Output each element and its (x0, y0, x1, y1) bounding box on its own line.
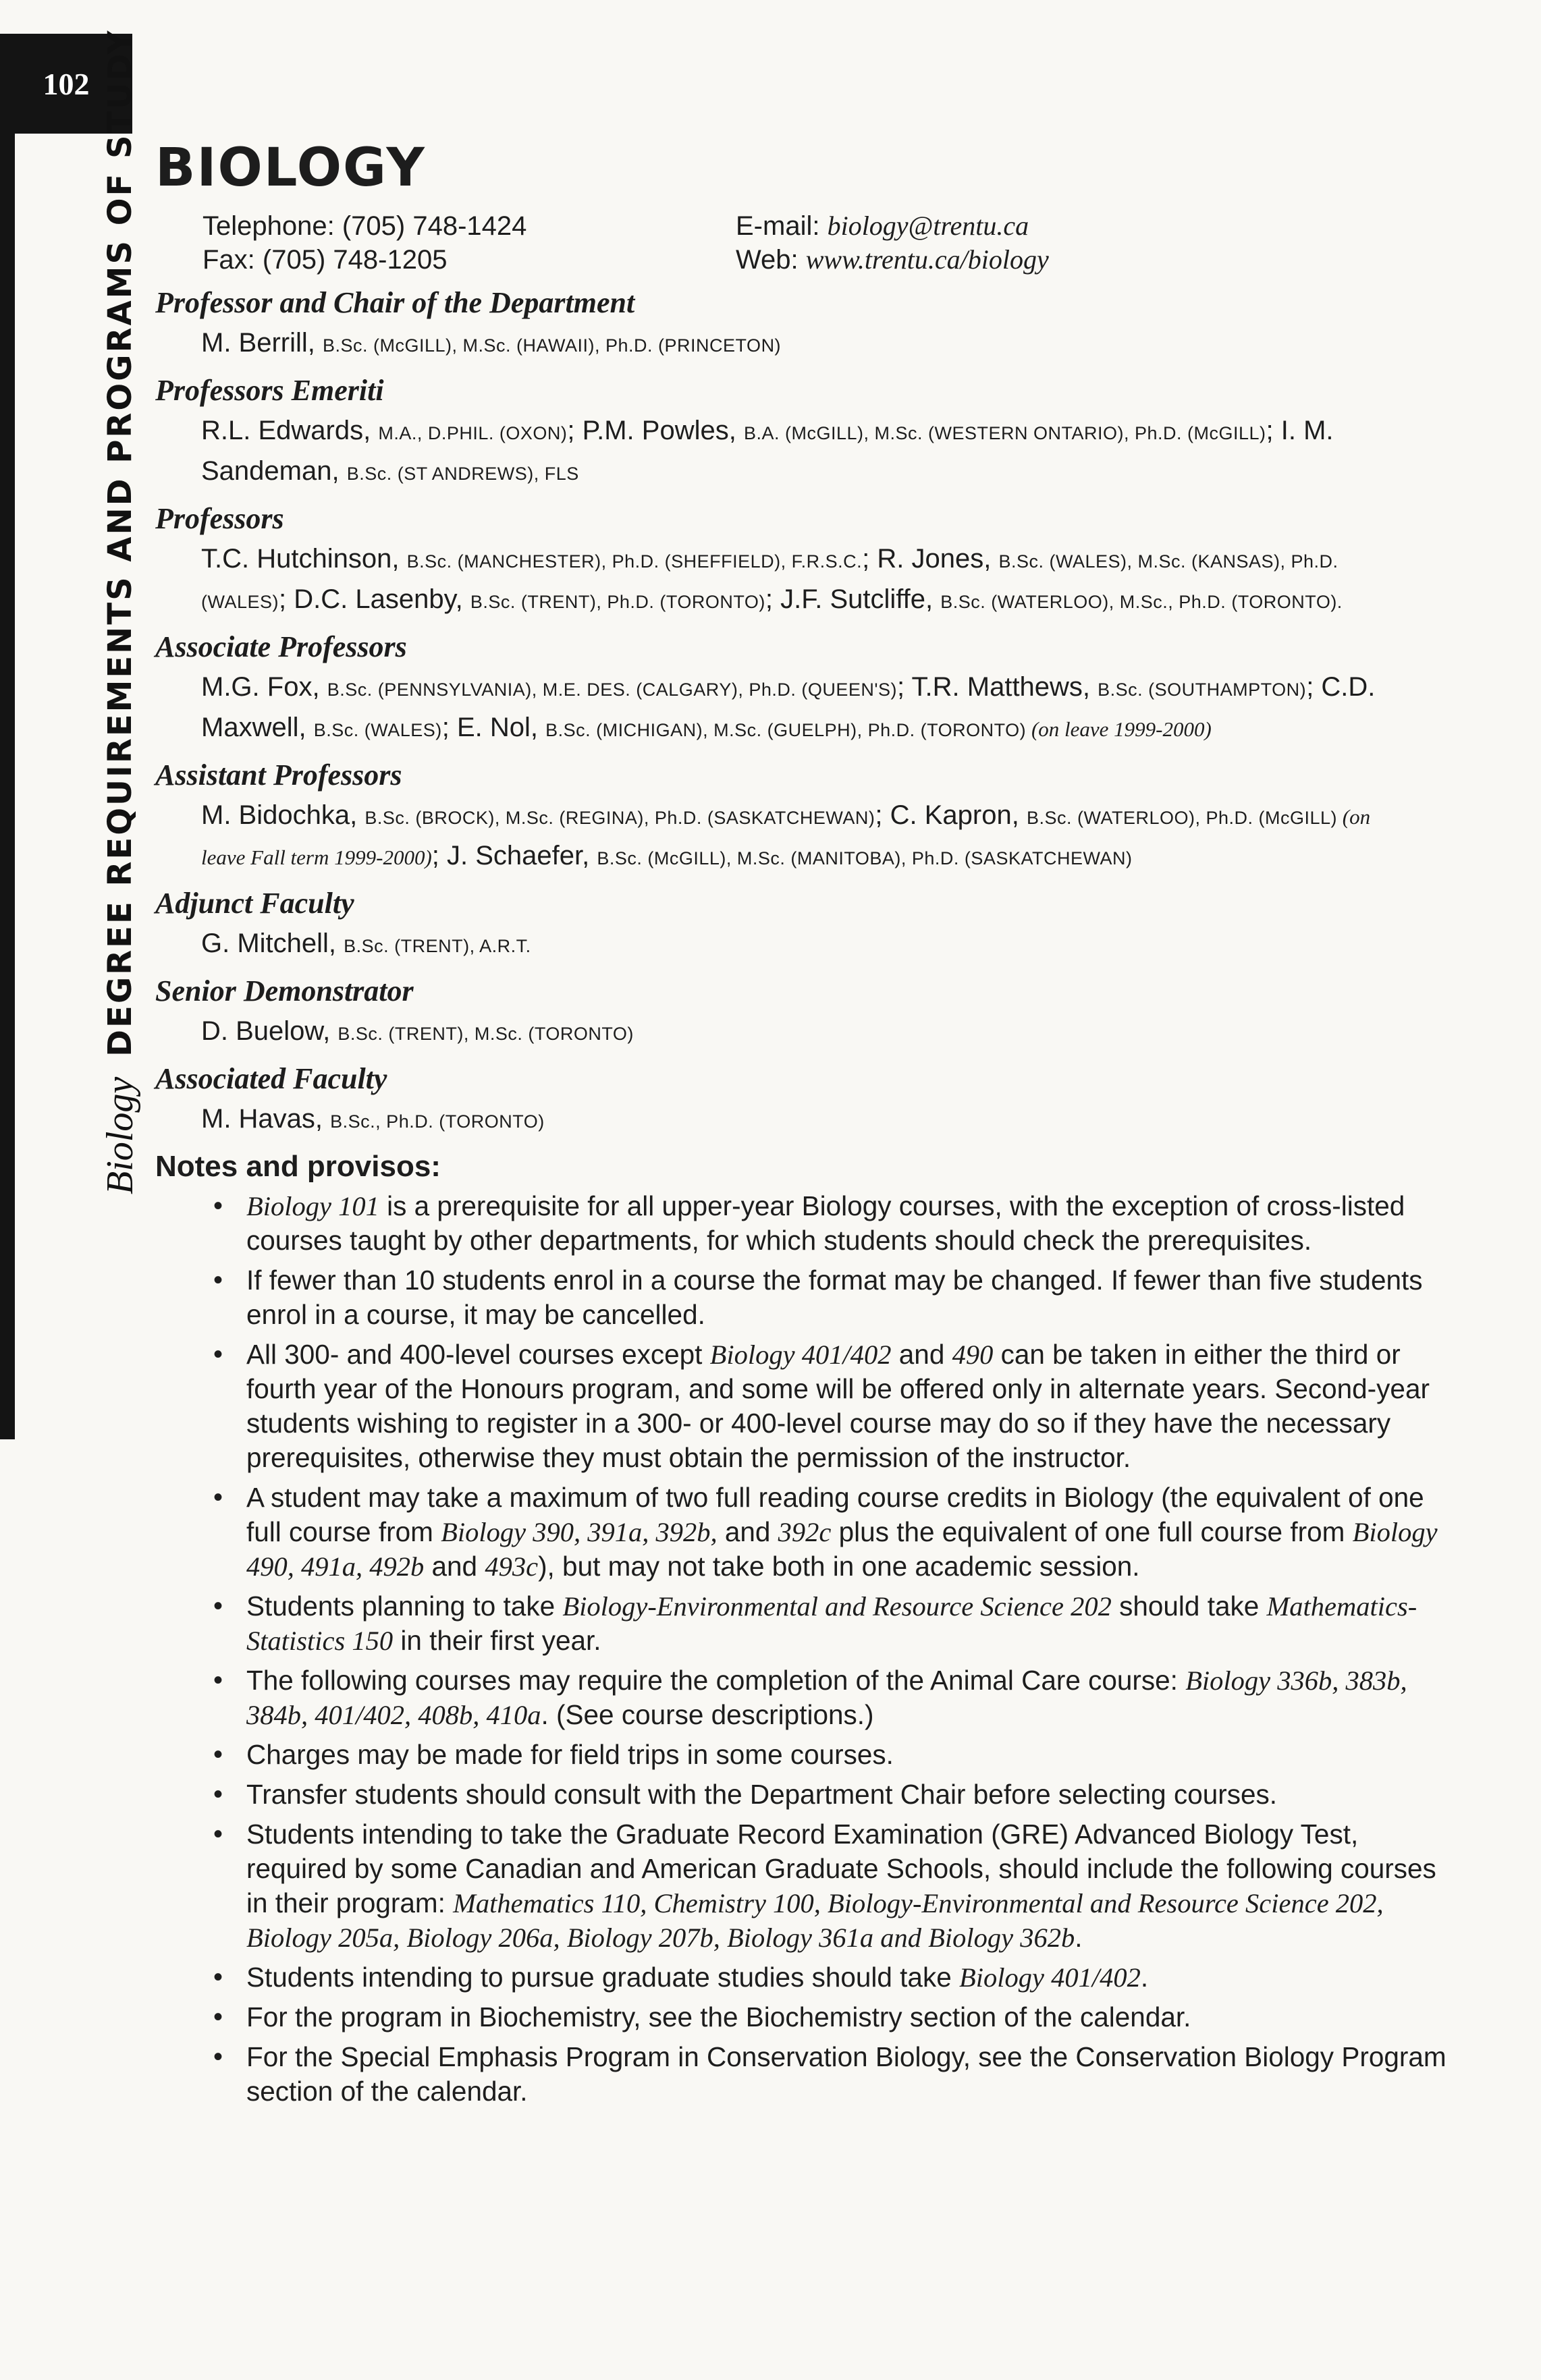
section-heading: Senior Demonstrator (155, 974, 414, 1007)
bullet-icon: • (213, 1740, 223, 1769)
separator: ; (441, 713, 457, 742)
faculty-credentials: B.Sc. (SOUTHAMPTON) (1098, 680, 1307, 700)
separator: ; (862, 544, 877, 574)
note-item (155, 1480, 1455, 1584)
faculty-credentials: B.Sc. (TRENT), Ph.D. (TORONTO) (470, 592, 765, 612)
note-text: All 300- and 400-level courses except (246, 1339, 710, 1370)
note-text: plus the equivalent of one full course from (831, 1516, 1353, 1547)
separator: ; (1266, 416, 1281, 445)
side-bar (0, 134, 15, 1439)
course-reference: 493c (485, 1551, 539, 1582)
faculty-members (201, 668, 1390, 749)
section-heading: Adjunct Faculty (155, 887, 354, 920)
note-text: The following courses may require the completion of the Animal Care course: (246, 1665, 1186, 1696)
email-label: E-mail: (736, 211, 828, 241)
faculty-name: T.C. Hutchinson, (201, 544, 407, 574)
side-title-biology: Biology (99, 1076, 141, 1194)
bullet-icon: • (213, 1265, 223, 1295)
fax: Fax: (705) 748-1205 (202, 245, 448, 275)
leave-note: (on leave 1999-2000) (1026, 717, 1212, 741)
course-reference: 392c (778, 1517, 832, 1547)
note-item (155, 2040, 1455, 2109)
course-reference: Biology 401/402 (959, 1962, 1141, 1993)
faculty-credentials: B.Sc. (BROCK), M.Sc. (REGINA), Ph.D. (SASKATCHEWAN) (364, 808, 875, 828)
faculty-credentials: B.Sc. (PENNSYLVANIA), M.E. DES. (CALGARY), Ph.D. (QUEEN'S) (327, 680, 898, 700)
separator: ; (431, 841, 448, 870)
section-heading: Associate Professors (155, 630, 407, 663)
note-text: . (See course descriptions.) (541, 1699, 874, 1730)
separator: ; (279, 584, 294, 614)
bullet-icon: • (213, 1665, 223, 1695)
note-text: can be taken in either the third or fourth year of the Honours program, and some will be offered only in alternate years. Second-year students wishing to register in a 300- or 400-level course may do so if they have the necessary prerequisites, otherwise they must obtain the permission of the instructor. (246, 1339, 1430, 1473)
note-item (155, 1777, 1455, 1812)
note-text: Students intending to pursue graduate studies should take (246, 1962, 959, 1993)
note-text: ), but may not take both in one academic session. (538, 1551, 1140, 1582)
note-item (155, 1738, 1455, 1772)
course-reference: Biology 390, 391a, 392b, (441, 1517, 718, 1547)
note-item (155, 1663, 1455, 1732)
section-heading: Professors Emeriti (155, 374, 384, 407)
page-number: 102 (0, 34, 132, 134)
note-text: . (1140, 1962, 1149, 1993)
faculty-name: M. Bidochka, (201, 800, 365, 830)
note-text: Students intending to take the Graduate Record Examination (GRE) Advanced Biology Test, required by some Canadian and American Graduate Schools, should include the following courses in their program: (246, 1819, 1436, 1918)
faculty-credentials: B.Sc. (WALES) (313, 720, 442, 740)
faculty-credentials: B.Sc. (TRENT), A.R.T. (344, 936, 531, 956)
faculty-name: J. Schaefer, (447, 841, 597, 870)
note-text: in their first year. (393, 1625, 601, 1656)
note-text: and (424, 1551, 485, 1582)
course-reference: Biology-Environmental and Resource Science 202 (562, 1591, 1112, 1622)
faculty-credentials: B.Sc. (TRENT), M.Sc. (TORONTO) (337, 1024, 634, 1044)
faculty-name: T.R. Matthews, (911, 672, 1098, 702)
faculty-name: G. Mitchell, (201, 929, 344, 958)
faculty-members (201, 1012, 1390, 1053)
faculty-credentials: B.Sc. (ST ANDREWS), FLS (346, 464, 579, 484)
section-heading: Assistant Professors (155, 758, 402, 792)
bullet-icon: • (213, 1191, 223, 1221)
contact-block (202, 209, 1390, 277)
faculty-name: M. Berrill, (201, 328, 323, 358)
faculty-name: E. Nol, (456, 713, 546, 742)
faculty-name: D. Buelow, (201, 1016, 338, 1046)
note-text: If fewer than 10 students enrol in a course the format may be changed. If fewer than five students enrol in a course, it may be cancelled. (246, 1265, 1423, 1330)
email-link[interactable]: biology@trentu.ca (827, 211, 1029, 241)
faculty-credentials: B.Sc. (WATERLOO), Ph.D. (McGILL) (1026, 808, 1338, 828)
course-reference: Mathematics 110, Chemistry 100, Biology-Environmental and Resource Science 202, Biology 205a, Biology 206a, Biology 207b, Biology 361a and Biology 362b (246, 1888, 1384, 1953)
note-item (155, 1817, 1455, 1955)
faculty-members (201, 924, 1390, 965)
note-text: is a prerequisite for all upper-year Biology courses, with the exception of cross-listed courses taught by other departments, for which students should check the prerequisites. (246, 1190, 1405, 1256)
note-item (155, 1589, 1455, 1658)
web-line (736, 243, 1049, 277)
page-title: BIOLOGY (155, 138, 426, 198)
faculty-credentials: B.Sc. (McGILL), M.Sc. (MANITOBA), Ph.D. (SASKATCHEWAN) (597, 848, 1133, 868)
faculty-name: J.F. Sutcliffe, (780, 584, 941, 614)
web-label: Web: (736, 245, 806, 275)
faculty-list (155, 285, 1390, 1140)
separator: ; (765, 584, 781, 614)
side-title-section: DEGREE REQUIREMENTS AND PROGRAMS OF STUDY (101, 28, 139, 1057)
notes-heading: Notes and provisos: (155, 1150, 441, 1183)
course-reference: Biology 401/402 (709, 1339, 892, 1370)
faculty-members (201, 540, 1390, 621)
note-item (155, 1337, 1455, 1475)
course-reference: Biology 336b, 383b, 384b, 401/402, 408b, 410a (246, 1665, 1407, 1730)
bullet-icon: • (213, 1779, 223, 1809)
note-item (155, 2000, 1455, 2035)
notes-list (155, 1189, 1447, 2109)
faculty-name: D.C. Lasenby, (294, 584, 470, 614)
faculty-name: M. Havas, (201, 1104, 331, 1134)
main-content (155, 138, 1447, 2114)
faculty-name: P.M. Powles, (582, 416, 744, 445)
course-reference: 490 (952, 1339, 994, 1370)
note-text: For the Special Emphasis Program in Conservation Biology, see the Conservation Biology Program section of the calendar. (246, 2041, 1447, 2107)
bullet-icon: • (213, 2002, 223, 2032)
faculty-name: I. M. Sandeman, (201, 416, 1334, 486)
note-text: For the program in Biochemistry, see the Biochemistry section of the calendar. (246, 2001, 1191, 2032)
telephone: Telephone: (705) 748-1424 (202, 211, 527, 241)
bullet-icon: • (213, 1819, 223, 1849)
faculty-members (201, 1100, 1390, 1140)
note-item (155, 1960, 1455, 1995)
web-link[interactable]: www.trentu.ca/biology (805, 244, 1049, 275)
note-text: Charges may be made for field trips in some courses. (246, 1739, 894, 1770)
bullet-icon: • (213, 2042, 223, 2072)
side-title (93, 28, 147, 1194)
faculty-credentials: M.A., D.PHIL. (OXON) (378, 423, 568, 443)
faculty-name: R.L. Edwards, (201, 416, 379, 445)
course-reference: Mathematics-Statistics 150 (246, 1591, 1417, 1656)
faculty-name: C.D. Maxwell, (201, 672, 1376, 742)
note-text: . (1075, 1922, 1083, 1953)
separator: ; (897, 672, 912, 702)
note-text: should take (1111, 1590, 1267, 1622)
faculty-credentials: B.Sc. (McGILL), M.Sc. (HAWAII), Ph.D. (PRINCETON) (323, 335, 782, 356)
faculty-credentials: B.Sc. (MANCHESTER), Ph.D. (SHEFFIELD), F.R.S.C. (406, 551, 863, 572)
faculty-credentials: B.Sc. (WALES), M.Sc. (KANSAS), Ph.D. (WALES) (201, 551, 1339, 612)
course-reference: Biology 490, 491a, 492b (246, 1517, 1438, 1582)
leave-note: (on leave Fall term 1999-2000) (201, 805, 1371, 869)
faculty-credentials: B.Sc. (MICHIGAN), M.Sc. (GUELPH), Ph.D. (TORONTO) (545, 720, 1027, 740)
section-heading: Associated Faculty (155, 1062, 387, 1095)
note-text: and (717, 1516, 778, 1547)
email-line (736, 209, 1049, 243)
note-text: Students planning to take (246, 1590, 563, 1622)
separator: ; (567, 416, 583, 445)
faculty-credentials: B.Sc. (WATERLOO), M.Sc., Ph.D. (TORONTO). (940, 592, 1343, 612)
faculty-members (201, 412, 1390, 493)
section-heading: Professors (155, 502, 284, 535)
faculty-credentials: B.A. (McGILL), M.Sc. (WESTERN ONTARIO), Ph.D. (McGILL) (743, 423, 1266, 443)
course-reference: Biology 101 (246, 1191, 379, 1221)
separator: ; (1306, 672, 1322, 702)
faculty-members (201, 324, 1390, 364)
note-item (155, 1263, 1455, 1332)
section-heading: Professor and Chair of the Department (155, 286, 635, 319)
bullet-icon: • (213, 1591, 223, 1621)
faculty-name: R. Jones, (877, 544, 999, 574)
note-text: Transfer students should consult with the Department Chair before selecting courses. (246, 1779, 1278, 1810)
bullet-icon: • (213, 1339, 223, 1369)
note-item (155, 1189, 1455, 1258)
note-text: and (891, 1339, 952, 1370)
faculty-credentials: B.Sc., Ph.D. (TORONTO) (330, 1111, 545, 1132)
bullet-icon: • (213, 1962, 223, 1992)
faculty-members (201, 796, 1390, 877)
separator: ; (875, 800, 890, 830)
bullet-icon: • (213, 1483, 223, 1512)
faculty-name: M.G. Fox, (201, 672, 327, 702)
faculty-name: C. Kapron, (890, 800, 1027, 830)
contact-online (736, 209, 1049, 277)
note-text: A student may take a maximum of two full reading course credits in Biology (the equivalent of one full course from (246, 1482, 1424, 1547)
